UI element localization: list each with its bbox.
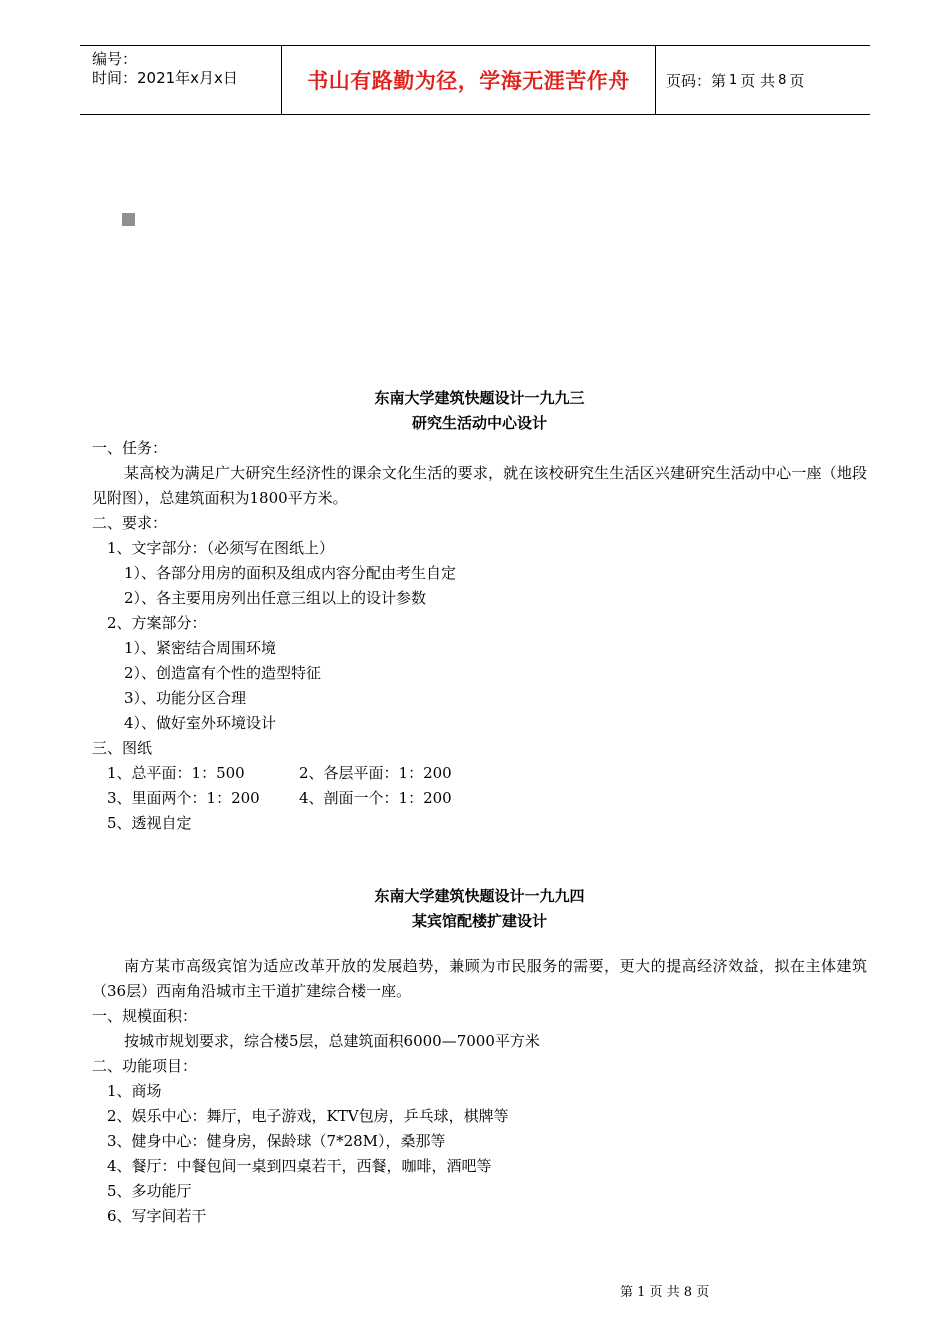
- drawings-row: [92, 786, 867, 811]
- list-item: 4）、做好室外环境设计: [124, 714, 277, 732]
- heading-requirements: 二、要求：: [92, 514, 168, 532]
- drawing-item: 2、各层平面：1：200: [299, 764, 452, 782]
- drawing-item: 3、里面两个：1：200: [107, 789, 260, 807]
- section1-title: 东南大学建筑快题设计一九九三: [374, 389, 585, 407]
- list-item: 2）、各主要用房列出任意三组以上的设计参数: [124, 589, 427, 607]
- drawing-item: 5、透视自定: [107, 814, 192, 832]
- heading-task: 一、任务：: [92, 439, 168, 457]
- motto: 书山有路勤为径，学海无涯苦作舟: [282, 46, 656, 114]
- requirement-text-part: 1、文字部分：（必须写在图纸上）: [107, 539, 335, 557]
- page-label: 页码：第: [666, 71, 727, 90]
- scale-text: 按城市规划要求，综合楼5层，总建筑面积6000—7000平方米: [124, 1032, 540, 1050]
- list-item: 2）、创造富有个性的造型特征: [124, 664, 322, 682]
- list-item: 1）、紧密结合周围环境: [124, 639, 277, 657]
- drawing-item: 4、剖面一个：1：200: [299, 789, 452, 807]
- page-mid: 页 共: [740, 71, 776, 90]
- intro-paragraph: 南方某市高级宾馆为适应改革开放的发展趋势，兼顾为市民服务的需要，更大的提高经济效益，拟在主体建筑（36层）西南角沿城市主干道扩建综合楼一座。: [92, 957, 867, 1000]
- heading-drawings: 三、图纸: [92, 739, 153, 757]
- heading-functions: 二、功能项目：: [92, 1057, 198, 1075]
- task-paragraph: 某高校为满足广大研究生经济性的课余文化生活的要求，就在该校研究生生活区兴建研究生活动中心一座（地段见附图），总建筑面积为1800平方米。: [92, 464, 867, 507]
- code-label: 编号：: [92, 50, 138, 68]
- page-header: [80, 45, 870, 115]
- requirement-design-part: 2、方案部分：: [107, 614, 207, 632]
- page-end: 页: [789, 71, 805, 90]
- heading-scale: 一、规模面积：: [92, 1007, 198, 1025]
- list-item: 5、多功能厅: [107, 1182, 192, 1200]
- page-total: 8: [778, 72, 787, 88]
- list-item: 1）、各部分用房的面积及组成内容分配由考生自定: [124, 564, 457, 582]
- document-body: [92, 386, 867, 1229]
- section2-title: 东南大学建筑快题设计一九九四: [374, 887, 585, 905]
- list-item: 3、健身中心：健身房，保龄球（7*28M），桑那等: [107, 1132, 446, 1150]
- list-item: 2、娱乐中心：舞厅，电子游戏，KTV包房，乒乓球，棋牌等: [107, 1107, 509, 1125]
- time-label: 时间：2021年x月x日: [92, 69, 238, 87]
- page-indicator: [656, 46, 870, 114]
- header-meta: [80, 46, 282, 114]
- list-item: 3）、功能分区合理: [124, 689, 247, 707]
- page-number: 1: [729, 72, 738, 88]
- list-item: 1、商场: [107, 1082, 162, 1100]
- section1-subtitle: 研究生活动中心设计: [411, 414, 547, 432]
- section2-subtitle: 某宾馆配楼扩建设计: [411, 912, 547, 930]
- list-item: 4、餐厅：中餐包间一桌到四桌若干，西餐，咖啡，酒吧等: [107, 1157, 492, 1175]
- placeholder-square-icon: [122, 213, 135, 226]
- drawings-row: [92, 761, 867, 786]
- page-footer: 第 1 页 共 8 页: [620, 1285, 710, 1300]
- drawing-item: 1、总平面：1：500: [107, 764, 245, 782]
- list-item: 6、写字间若干: [107, 1207, 207, 1225]
